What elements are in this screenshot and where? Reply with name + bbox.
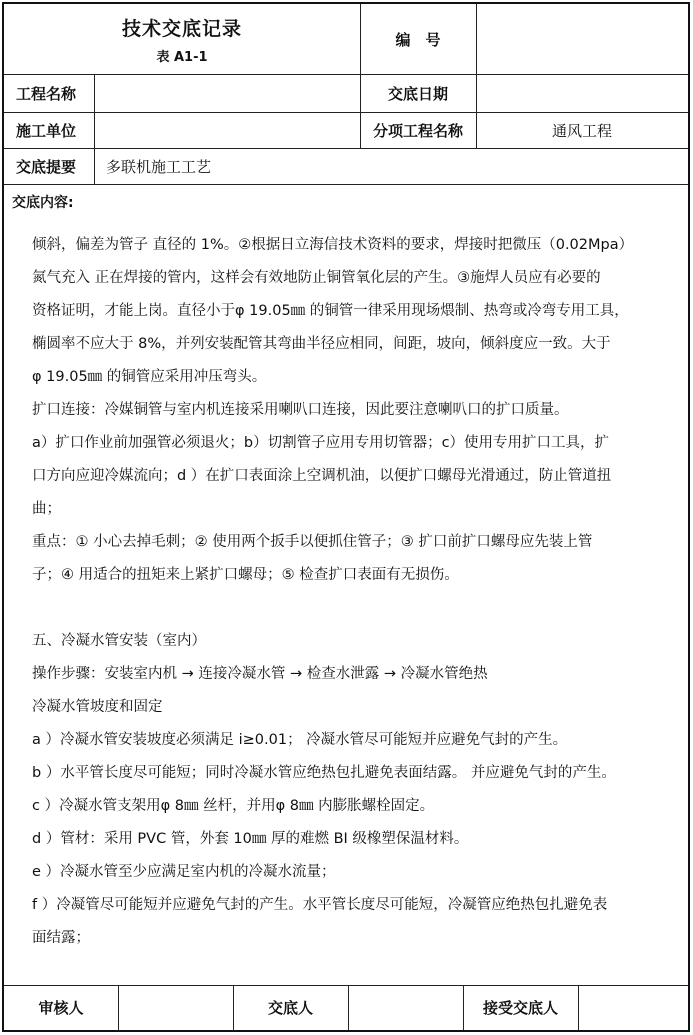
section-heading: 五、冷凝水管安装（室内） <box>32 633 206 649</box>
number-label: 编 号 <box>395 30 441 49</box>
content-line: 椭圆率不应大于 8%，并列安装配管其弯曲半径应相同，间距，坡向，倾斜度应一致。大于 <box>32 336 611 352</box>
project-name-field[interactable] <box>94 74 360 112</box>
content-line: 操作步骤：安装室内机 → 连接冷凝水管 → 检查水泄露 → 冷凝水管绝热 <box>32 666 488 682</box>
content-line: 子；④ 用适合的扭矩来上紧扩口螺母；⑤ 检查扩口表面有无损伤。 <box>32 567 459 583</box>
content-line: a ）冷凝水管安装坡度必须满足 i≥0.01； 冷凝水管尽可能短并应避免气封的产生。 <box>32 732 568 748</box>
number-field[interactable] <box>476 4 688 74</box>
project-name-label: 工程名称 <box>16 84 77 103</box>
content-line: f ）冷凝管尽可能短并应避免气封的产生。水平管长度尽可能短，冷凝管应绝热包扎避免表 <box>32 897 608 913</box>
content-line: c ）冷凝水管支架用φ 8㎜ 丝杆，并用φ 8㎜ 内膨胀螺栓固定。 <box>32 798 435 814</box>
content-line: φ 19.05㎜ 的铜管应采用冲压弯头。 <box>32 369 267 385</box>
disclosure-form <box>2 2 690 1032</box>
content-line: 曲； <box>32 501 61 517</box>
discloser-field[interactable] <box>348 985 463 1030</box>
construction-unit-label: 施工单位 <box>16 121 77 140</box>
form-title: 技术交底记录 <box>121 18 242 40</box>
row-divider <box>4 184 688 185</box>
receiver-label: 接受交底人 <box>482 999 558 1017</box>
summary-label: 交底提要 <box>16 157 77 176</box>
form-subtitle: 表 A1-1 <box>156 50 208 65</box>
content-line: a）扩口作业前加强管必须退火；b）切割管子应用专用切管器；c）使用专用扩口工具，扩 <box>32 435 610 451</box>
reviewer-field[interactable] <box>118 985 233 1030</box>
summary-field[interactable]: 多联机施工工艺 <box>106 157 212 176</box>
sub-project-field[interactable]: 通风工程 <box>551 121 612 140</box>
reviewer-label: 审核人 <box>38 999 84 1017</box>
content-line: d ）管材：采用 PVC 管，外套 10㎜ 厚的难燃 BI 级橡塑保温材料。 <box>32 831 469 847</box>
discloser-label: 交底人 <box>267 999 313 1017</box>
content-line: 倾斜，偏差为管子 直径的 1%。②根据日立海信技术资料的要求，焊接时把微压（0.02Mpa） <box>32 237 634 253</box>
content-body <box>32 229 662 955</box>
paragraph-gap <box>32 592 662 625</box>
construction-unit-field[interactable] <box>94 112 360 148</box>
content-line: 资格证明，才能上岗。直径小于φ 19.05㎜ 的铜管一律采用现场煨制、热弯或冷弯专用工具， <box>32 303 629 319</box>
content-line: 面结露； <box>32 930 90 946</box>
sub-project-label: 分项工程名称 <box>372 121 463 140</box>
content-line: 重点：① 小心去掉毛刺；② 使用两个扳手以便抓住管子；③ 扩口前扩口螺母应先装上管 <box>32 534 593 550</box>
receiver-field[interactable] <box>578 985 688 1030</box>
content-label: 交底内容: <box>12 195 74 211</box>
content-line: b ）水平管长度尽可能短；同时冷凝水管应绝热包扎避免表面结露。 并应避免气封的产生。 <box>32 765 616 781</box>
date-label: 交底日期 <box>387 84 448 103</box>
content-line: e ）冷凝水管至少应满足室内机的冷凝水流量； <box>32 864 336 880</box>
content-line: 扩口连接：冷媒铜管与室内机连接采用喇叭口连接，因此要注意喇叭口的扩口质量。 <box>32 402 569 418</box>
date-field[interactable] <box>476 74 688 112</box>
content-line: 氮气充入 正在焊接的管内，这样会有效地防止铜管氧化层的产生。③施焊人员应有必要的 <box>32 270 601 286</box>
content-line: 口方向应迎冷媒流向；d ）在扩口表面涂上空调机油，以便扩口螺母光滑通过，防止管道扭 <box>32 468 612 484</box>
content-line: 冷凝水管坡度和固定 <box>32 699 163 715</box>
